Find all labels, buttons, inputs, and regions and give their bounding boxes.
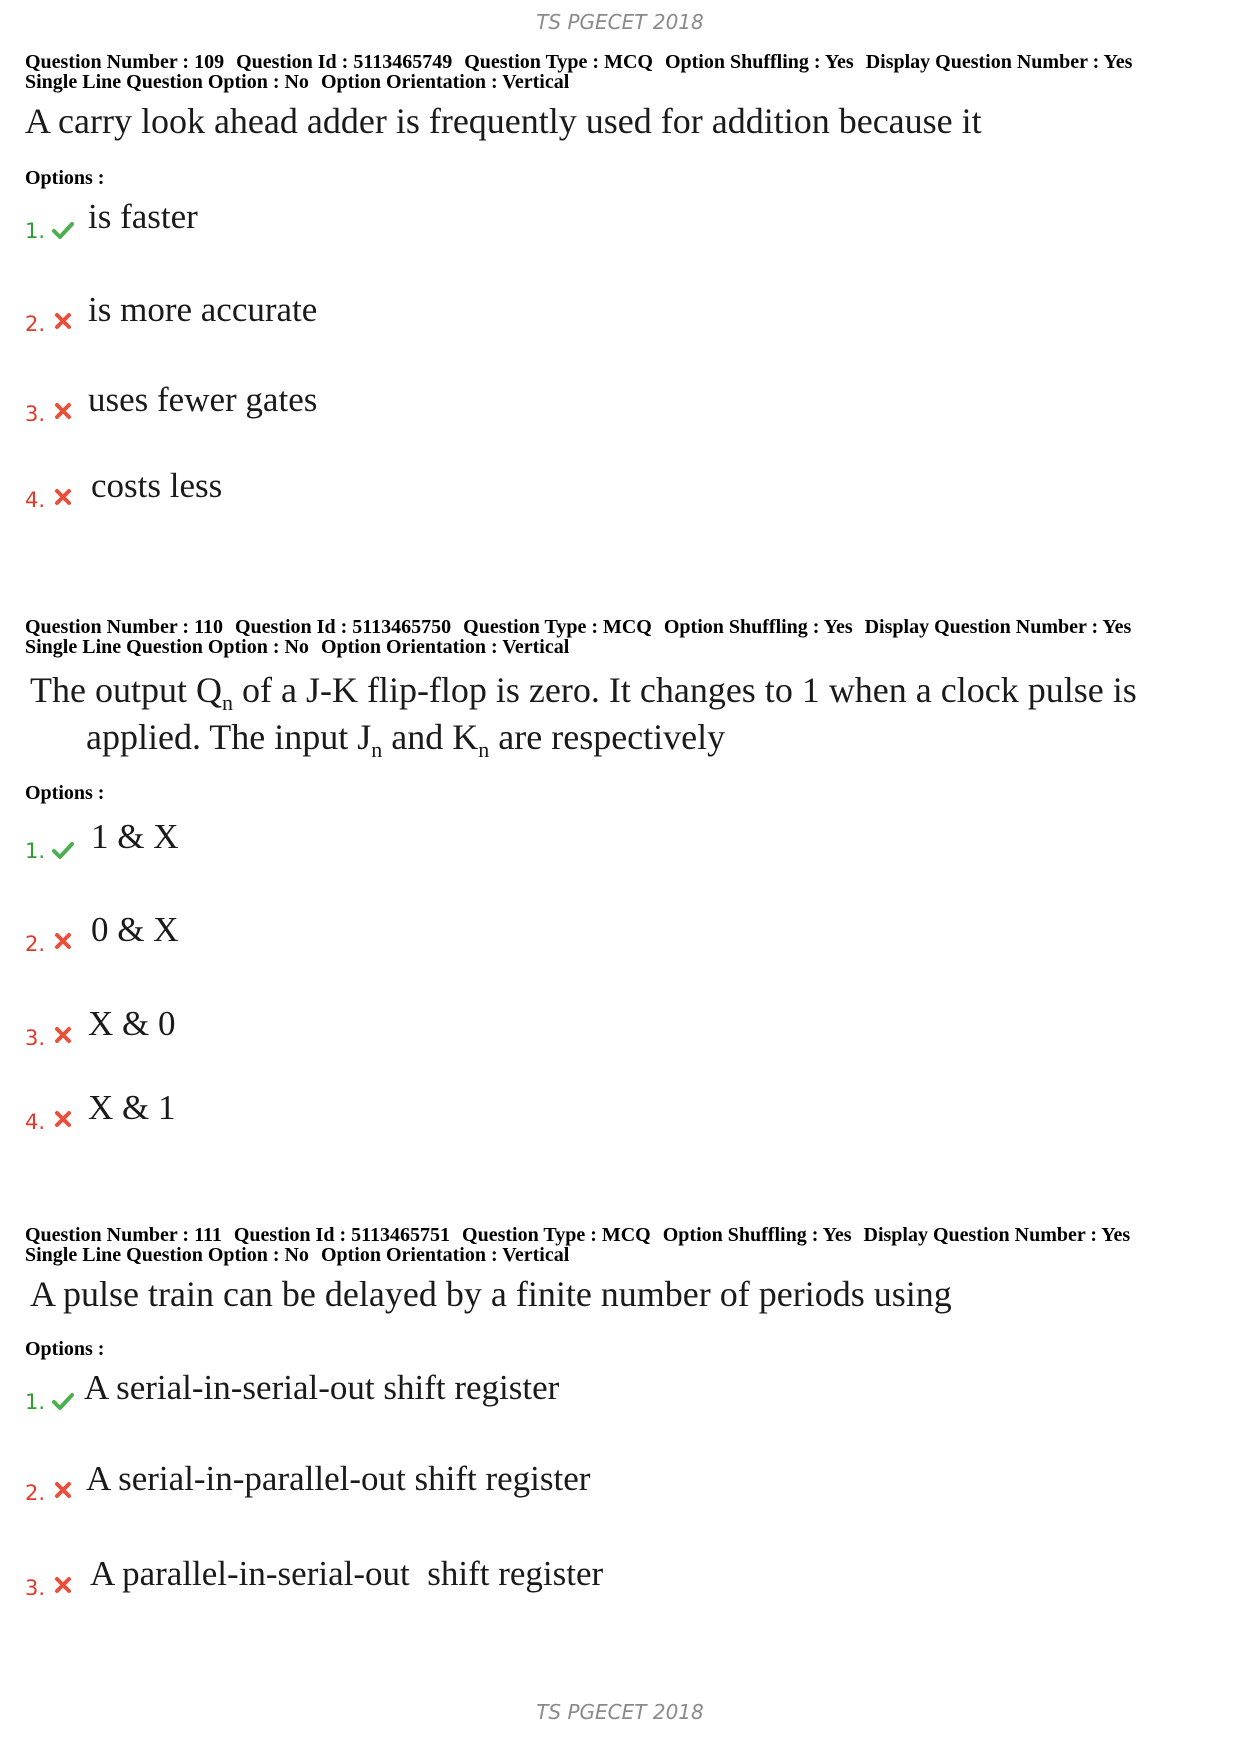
question-number: Question Number : 111 bbox=[25, 1224, 222, 1246]
options-label: Options : bbox=[25, 167, 105, 189]
option-text: is faster bbox=[88, 197, 198, 236]
option-number: 1. bbox=[25, 839, 46, 863]
cross-icon bbox=[52, 310, 74, 332]
option-text: costs less bbox=[91, 466, 223, 505]
question-number: Question Number : 109 bbox=[25, 51, 225, 73]
cross-icon bbox=[52, 400, 74, 422]
text: and K bbox=[382, 717, 479, 757]
question-type: Question Type : MCQ bbox=[464, 51, 653, 73]
option-text: A serial-in-serial-out shift register bbox=[84, 1368, 560, 1407]
text: are respectively bbox=[489, 717, 726, 757]
option-text: 1 & X bbox=[91, 817, 179, 856]
cross-icon bbox=[52, 486, 74, 508]
question-meta bbox=[25, 52, 1215, 92]
single-line-option: Single Line Question Option : No bbox=[25, 71, 309, 93]
option-2 bbox=[25, 910, 925, 956]
text: applied. The input J bbox=[86, 717, 372, 757]
option-number: 1. bbox=[25, 219, 46, 243]
option-orientation: Option Orientation : Vertical bbox=[320, 1244, 570, 1266]
option-3 bbox=[25, 1004, 925, 1050]
check-icon bbox=[52, 219, 74, 241]
cross-icon bbox=[52, 1108, 74, 1130]
subscript: n bbox=[478, 737, 490, 762]
question-110 bbox=[25, 616, 1215, 1134]
single-line-option: Single Line Question Option : No bbox=[25, 1244, 309, 1266]
page-header: TS PGECET 2018 bbox=[536, 10, 704, 34]
options-label: Options : bbox=[25, 1338, 105, 1360]
question-111 bbox=[25, 1224, 1215, 1600]
question-id: Question Id : 5113465751 bbox=[233, 1224, 451, 1246]
option-3 bbox=[25, 1554, 925, 1600]
question-meta bbox=[25, 617, 1215, 657]
option-number: 2. bbox=[25, 932, 46, 956]
option-text: uses fewer gates bbox=[88, 380, 318, 419]
option-number: 1. bbox=[25, 1390, 46, 1414]
option-shuffling: Option Shuffling : Yes bbox=[664, 51, 854, 73]
question-text-line-1 bbox=[30, 669, 1137, 716]
option-orientation: Option Orientation : Vertical bbox=[320, 636, 570, 658]
option-4 bbox=[25, 466, 925, 512]
option-number: 3. bbox=[25, 1026, 46, 1050]
question-text-line-2 bbox=[86, 716, 725, 763]
option-number: 3. bbox=[25, 402, 46, 426]
option-2 bbox=[25, 290, 925, 336]
cross-icon bbox=[52, 1479, 74, 1501]
question-type: Question Type : MCQ bbox=[463, 616, 652, 638]
option-text: A parallel-in-serial-out shift register bbox=[90, 1554, 604, 1593]
display-question-number: Display Question Number : Yes bbox=[865, 51, 1133, 73]
option-1 bbox=[25, 1368, 925, 1414]
cross-icon bbox=[52, 1024, 74, 1046]
option-text: A serial-in-parallel-out shift register bbox=[86, 1459, 591, 1498]
check-icon bbox=[52, 839, 74, 861]
option-number: 3. bbox=[25, 1576, 46, 1600]
subscript: n bbox=[371, 737, 383, 762]
text: of a J-K flip-flop is zero. It changes to 1 when a clock pulse is bbox=[232, 670, 1137, 710]
option-text: X & 1 bbox=[88, 1088, 176, 1127]
option-number: 2. bbox=[25, 1481, 46, 1505]
option-2 bbox=[25, 1459, 925, 1505]
text: The output Q bbox=[30, 670, 222, 710]
option-text: is more accurate bbox=[88, 290, 318, 329]
question-type: Question Type : MCQ bbox=[462, 1224, 651, 1246]
display-question-number: Display Question Number : Yes bbox=[864, 616, 1132, 638]
cross-icon bbox=[52, 930, 74, 952]
check-icon bbox=[52, 1390, 74, 1412]
question-id: Question Id : 5113465749 bbox=[236, 51, 453, 73]
question-109 bbox=[25, 51, 1215, 512]
option-4 bbox=[25, 1088, 925, 1134]
question-text: A pulse train can be delayed by a finite number of periods using bbox=[30, 1274, 952, 1314]
option-number: 4. bbox=[25, 488, 46, 512]
subscript: n bbox=[221, 690, 233, 715]
question-meta bbox=[25, 1225, 1215, 1265]
option-1 bbox=[25, 817, 925, 863]
display-question-number: Display Question Number : Yes bbox=[863, 1224, 1131, 1246]
single-line-option: Single Line Question Option : No bbox=[25, 636, 309, 658]
option-shuffling: Option Shuffling : Yes bbox=[662, 1224, 852, 1246]
option-text: 0 & X bbox=[91, 910, 179, 949]
option-shuffling: Option Shuffling : Yes bbox=[663, 616, 853, 638]
option-number: 2. bbox=[25, 312, 46, 336]
question-text: A carry look ahead adder is frequently used for addition because it bbox=[25, 101, 982, 141]
option-3 bbox=[25, 380, 925, 426]
options-label: Options : bbox=[25, 782, 105, 804]
option-1 bbox=[25, 197, 925, 243]
page-footer: TS PGECET 2018 bbox=[536, 1700, 704, 1724]
question-number: Question Number : 110 bbox=[25, 616, 223, 638]
option-number: 4. bbox=[25, 1110, 46, 1134]
option-text: X & 0 bbox=[88, 1004, 176, 1043]
question-id: Question Id : 5113465750 bbox=[234, 616, 452, 638]
option-orientation: Option Orientation : Vertical bbox=[320, 71, 570, 93]
cross-icon bbox=[52, 1574, 74, 1596]
